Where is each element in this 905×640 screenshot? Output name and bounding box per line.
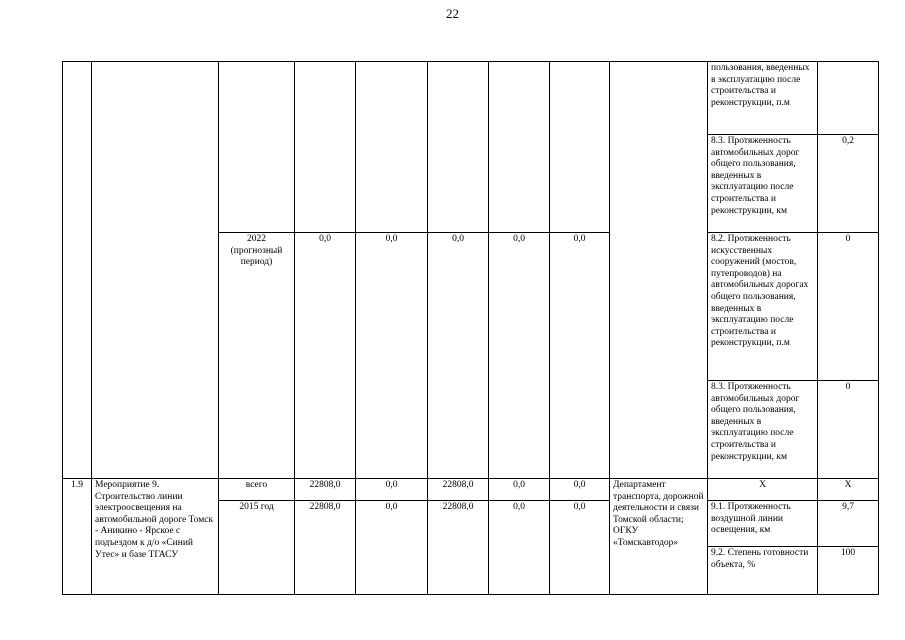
amount-cell: 0,0 [356,501,428,595]
cell-period-empty [219,62,295,233]
cell-empty [295,62,356,233]
cell-executor-empty [610,62,708,479]
amount-cell: 0,0 [356,479,428,501]
amount-cell: 0,0 [550,501,610,595]
amount-cell: 22808,0 [428,501,489,595]
cell-empty [356,62,428,233]
amount-cell: 0,0 [428,233,489,479]
indicator-value: 100 [818,547,879,595]
table-row [63,479,879,501]
cell-empty [489,62,550,233]
cell-empty [550,62,610,233]
indicator-cell: 8.3. Протяженность автомобильных дорог общего пользования, введенных в эксплуатацию после строительства и реконструкции, км [708,135,818,233]
event-name: Мероприятие 9. Строительство линии электроосвещения на автомобильной дороге Томск - Аникино - Ярское с подъездом к д/о «Синий Утес» и базе ТГАСУ [92,479,219,595]
period-cell: всего [219,479,295,501]
cell-empty [428,62,489,233]
budget-table [62,61,879,595]
indicator-cell: 9.2. Степень готовности объекта, % [708,547,818,595]
indicator-cell: 9.1. Протяженность воздушной линии освещения, км [708,501,818,547]
amount-cell: 0,0 [489,501,550,595]
indicator-x: Х [818,479,879,501]
indicator-cell: 8.3. Протяженность автомобильных дорог общего пользования, введенных в эксплуатацию после строительства и реконструкции, км [708,381,818,479]
amount-cell: 0,0 [295,233,356,479]
indicator-value: 9,7 [818,501,879,547]
amount-cell: 0,0 [489,479,550,501]
indicator-value: 0,2 [818,135,879,233]
indicator-x: Х [708,479,818,501]
table-row [63,62,879,135]
indicator-value-empty [818,62,879,135]
indicator-value: 0 [818,381,879,479]
event-number: 1.9 [63,479,92,595]
cell-number-empty [63,62,92,479]
amount-cell: 22808,0 [295,479,356,501]
executor-cell: Департамент транспорта, дорожной деятельности и связи Томской области; ОГКУ «Томскавтодор» [610,479,708,595]
amount-cell: 0,0 [550,233,610,479]
cell-name-empty [92,62,219,479]
indicator-cell: 8.2. Протяженность искусственных сооружений (мостов, путепроводов) на автомобильных дорогах общего пользования, введенных в эксплуатацию после строительства и реконструкции, п.м [708,233,818,381]
period-cell: 2022 (прогнозный период) [219,233,295,479]
indicator-cell: пользования, введенных в эксплуатацию после строительства и реконструкции, п.м [708,62,818,135]
period-cell: 2015 год [219,501,295,595]
page-number: 22 [446,6,459,21]
amount-cell: 0,0 [550,479,610,501]
amount-cell: 22808,0 [295,501,356,595]
indicator-value: 0 [818,233,879,381]
amount-cell: 0,0 [356,233,428,479]
amount-cell: 22808,0 [428,479,489,501]
amount-cell: 0,0 [489,233,550,479]
